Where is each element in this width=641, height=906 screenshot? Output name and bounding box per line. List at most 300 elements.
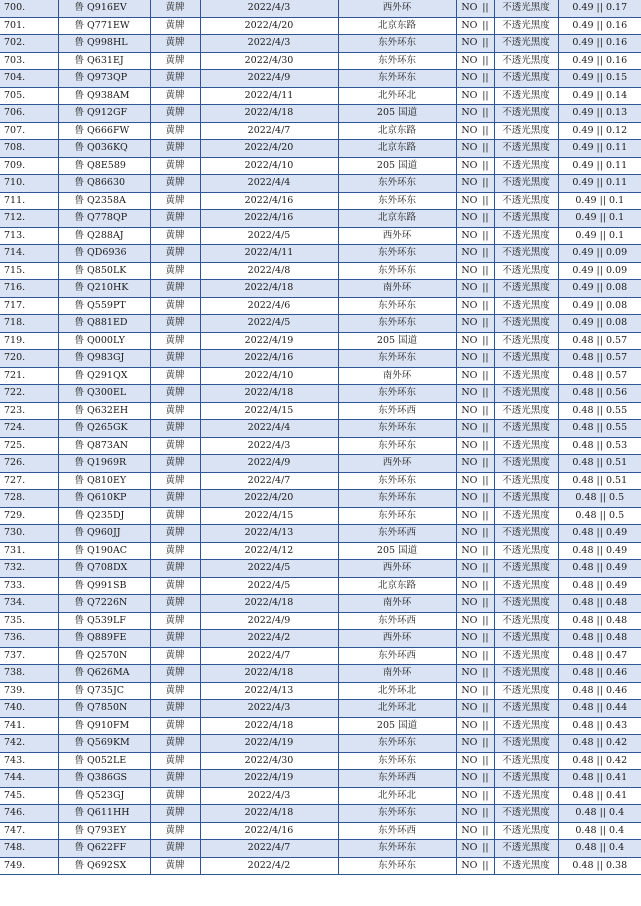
plate-number-cell: 鲁 Q692SX [58,857,150,875]
plate-number-cell: 鲁 Q735JC [58,682,150,700]
test-method-cell: 不透光黑度 [494,332,558,350]
test-method-cell: 不透光黑度 [494,280,558,298]
plate-type-cell: 黄牌 [150,472,200,490]
row-number-cell: 722. [0,385,58,403]
reading-value-1: 0.49 [572,282,594,294]
row-number-cell: 725. [0,437,58,455]
table-row [0,857,641,875]
test-method-cell: 不透光黑度 [494,385,558,403]
double-bar-separator: || [593,859,606,871]
plate-type-cell: 黄牌 [150,140,200,158]
plate-number-cell: 鲁 Q991SB [58,577,150,595]
plate-number-cell: 鲁 Q793EY [58,822,150,840]
double-bar-separator: || [593,107,606,119]
result-value: NO [461,632,478,644]
reading-value-2: 0.44 [605,702,628,714]
double-bar-separator: || [477,212,489,224]
plate-number-cell: 鲁 Q235DJ [58,507,150,525]
double-bar-separator: || [593,527,606,539]
row-number-cell: 731. [0,542,58,560]
reading-value-2: 0.57 [605,369,628,381]
reading-value-2: 0.09 [605,264,628,276]
date-cell: 2022/4/12 [200,542,338,560]
reading-value-1: 0.48 [572,789,594,801]
result-cell [456,140,494,158]
plate-number-cell: 鲁 Q873AN [58,437,150,455]
location-cell: 东外环东 [338,490,456,508]
plate-type-cell: 黄牌 [150,87,200,105]
double-bar-separator: || [477,422,489,434]
result-value: NO [461,404,478,416]
double-bar-separator: || [477,159,489,171]
row-number-cell: 701. [0,17,58,35]
row-number-cell: 746. [0,805,58,823]
table-row [0,507,641,525]
location-cell: 北外环北 [338,787,456,805]
readings-cell [558,262,641,280]
reading-value-2: 0.48 [605,597,628,609]
readings-cell [558,787,641,805]
reading-value-2: 0.08 [605,282,628,294]
reading-value-1: 0.49 [572,37,594,49]
plate-type-cell: 黄牌 [150,262,200,280]
reading-value-2: 0.57 [605,334,628,346]
date-cell: 2022/4/11 [200,245,338,263]
test-method-cell: 不透光黑度 [494,840,558,858]
plate-type-cell: 黄牌 [150,525,200,543]
reading-value-2: 0.55 [605,422,628,434]
location-cell: 东外环东 [338,70,456,88]
plate-type-cell: 黄牌 [150,52,200,70]
table-row [0,665,641,683]
result-value: NO [461,614,478,626]
result-value: NO [461,369,478,381]
result-value: NO [461,859,478,871]
result-cell [456,595,494,613]
plate-type-cell: 黄牌 [150,595,200,613]
plate-number-cell: 鲁 Q778QP [58,210,150,228]
result-value: NO [461,562,478,574]
reading-value-1: 0.49 [572,159,594,171]
double-bar-separator: || [477,824,489,836]
table-row [0,437,641,455]
row-number-cell: 749. [0,857,58,875]
date-cell: 2022/4/9 [200,70,338,88]
double-bar-separator: || [477,72,489,84]
plate-type-cell: 黄牌 [150,665,200,683]
date-cell: 2022/4/13 [200,525,338,543]
plate-number-cell: 鲁 Q998HL [58,35,150,53]
reading-value-2: 0.16 [605,54,628,66]
result-value: NO [461,247,478,259]
plate-type-cell: 黄牌 [150,542,200,560]
result-value: NO [461,422,478,434]
result-value: NO [461,89,478,101]
test-method-cell: 不透光黑度 [494,595,558,613]
table-row [0,822,641,840]
table-row [0,17,641,35]
double-bar-separator: || [477,842,489,854]
readings-cell [558,647,641,665]
table-row [0,402,641,420]
reading-value-1: 0.48 [572,369,594,381]
reading-value-2: 0.41 [605,789,628,801]
result-value: NO [461,142,478,154]
result-cell [456,52,494,70]
plate-type-cell: 黄牌 [150,35,200,53]
plate-number-cell: 鲁 Q86630 [58,175,150,193]
reading-value-1: 0.48 [572,772,594,784]
reading-value-1: 0.49 [572,19,594,31]
table-row [0,700,641,718]
test-method-cell: 不透光黑度 [494,87,558,105]
row-number-cell: 706. [0,105,58,123]
reading-value-1: 0.48 [572,439,594,451]
location-cell: 南外环 [338,595,456,613]
location-cell: 北京东路 [338,140,456,158]
table-row [0,490,641,508]
plate-type-cell: 黄牌 [150,822,200,840]
row-number-cell: 740. [0,700,58,718]
plate-type-cell: 黄牌 [150,735,200,753]
test-method-cell: 不透光黑度 [494,350,558,368]
readings-cell [558,245,641,263]
double-bar-separator: || [477,492,489,504]
double-bar-separator: || [596,807,609,819]
double-bar-separator: || [477,282,489,294]
result-value: NO [461,194,478,206]
plate-type-cell: 黄牌 [150,192,200,210]
test-method-cell: 不透光黑度 [494,490,558,508]
test-method-cell: 不透光黑度 [494,577,558,595]
reading-value-1: 0.48 [575,509,597,521]
date-cell: 2022/4/18 [200,595,338,613]
result-value: NO [461,474,478,486]
location-cell: 西外环 [338,560,456,578]
double-bar-separator: || [477,597,489,609]
reading-value-1: 0.49 [575,229,597,241]
readings-cell [558,560,641,578]
location-cell: 东外环东 [338,297,456,315]
reading-value-2: 0.11 [605,142,628,154]
reading-value-1: 0.49 [575,212,597,224]
double-bar-separator: || [593,789,606,801]
row-number-cell: 747. [0,822,58,840]
date-cell: 2022/4/16 [200,192,338,210]
double-bar-separator: || [593,89,606,101]
plate-number-cell: 鲁 Q626MA [58,665,150,683]
plate-type-cell: 黄牌 [150,402,200,420]
table-row [0,122,641,140]
reading-value-2: 0.1 [609,194,625,206]
date-cell: 2022/4/9 [200,455,338,473]
readings-cell [558,542,641,560]
location-cell: 东外环东 [338,385,456,403]
result-cell [456,157,494,175]
row-number-cell: 726. [0,455,58,473]
table-row [0,315,641,333]
readings-cell [558,52,641,70]
reading-value-2: 0.49 [605,562,628,574]
reading-value-1: 0.48 [572,597,594,609]
double-bar-separator: || [593,177,606,189]
result-cell [456,385,494,403]
location-cell: 205 国道 [338,717,456,735]
row-number-cell: 710. [0,175,58,193]
result-value: NO [461,457,478,469]
plate-number-cell: 鲁 Q300EL [58,385,150,403]
plate-type-cell: 黄牌 [150,0,200,17]
reading-value-1: 0.48 [572,544,594,556]
date-cell: 2022/4/9 [200,612,338,630]
date-cell: 2022/4/5 [200,560,338,578]
table-row [0,210,641,228]
reading-value-1: 0.49 [572,54,594,66]
date-cell: 2022/4/16 [200,350,338,368]
result-cell [456,717,494,735]
table-row [0,717,641,735]
readings-cell [558,612,641,630]
result-cell [456,525,494,543]
location-cell: 北京东路 [338,210,456,228]
result-value: NO [461,842,478,854]
plate-number-cell: 鲁 Q912GF [58,105,150,123]
double-bar-separator: || [593,54,606,66]
date-cell: 2022/4/20 [200,17,338,35]
reading-value-2: 0.49 [605,527,628,539]
date-cell: 2022/4/18 [200,385,338,403]
double-bar-separator: || [477,562,489,574]
result-cell [456,87,494,105]
readings-cell [558,577,641,595]
table-row [0,35,641,53]
plate-number-cell: 鲁 Q1969R [58,455,150,473]
location-cell: 东外环东 [338,52,456,70]
test-method-cell: 不透光黑度 [494,140,558,158]
double-bar-separator: || [593,579,606,591]
plate-type-cell: 黄牌 [150,437,200,455]
table-row [0,175,641,193]
plate-type-cell: 黄牌 [150,70,200,88]
readings-cell [558,507,641,525]
double-bar-separator: || [593,737,606,749]
plate-type-cell: 黄牌 [150,770,200,788]
reading-value-2: 0.16 [605,37,628,49]
location-cell: 西外环 [338,455,456,473]
reading-value-2: 0.42 [605,754,628,766]
table-row [0,52,641,70]
readings-cell [558,210,641,228]
location-cell: 西外环 [338,630,456,648]
readings-cell [558,175,641,193]
readings-cell [558,280,641,298]
reading-value-2: 0.51 [605,457,628,469]
readings-cell [558,105,641,123]
result-cell [456,490,494,508]
row-number-cell: 718. [0,315,58,333]
result-value: NO [461,124,478,136]
double-bar-separator: || [477,142,489,154]
row-number-cell: 742. [0,735,58,753]
plate-type-cell: 黄牌 [150,157,200,175]
reading-value-1: 0.48 [572,527,594,539]
double-bar-separator: || [593,334,606,346]
table-row [0,87,641,105]
reading-value-2: 0.1 [609,212,625,224]
reading-value-1: 0.48 [572,334,594,346]
date-cell: 2022/4/7 [200,472,338,490]
location-cell: 东外环西 [338,822,456,840]
reading-value-1: 0.49 [572,142,594,154]
result-value: NO [461,72,478,84]
row-number-cell: 711. [0,192,58,210]
double-bar-separator: || [477,667,489,679]
readings-cell [558,437,641,455]
result-cell [456,507,494,525]
table-row [0,472,641,490]
reading-value-2: 0.5 [609,492,625,504]
double-bar-separator: || [477,772,489,784]
test-method-cell: 不透光黑度 [494,52,558,70]
double-bar-separator: || [477,439,489,451]
double-bar-separator: || [596,194,609,206]
reading-value-1: 0.49 [572,299,594,311]
test-method-cell: 不透光黑度 [494,735,558,753]
plate-type-cell: 黄牌 [150,787,200,805]
double-bar-separator: || [477,89,489,101]
double-bar-separator: || [593,72,606,84]
table-row [0,612,641,630]
test-method-cell: 不透光黑度 [494,175,558,193]
reading-value-2: 0.12 [605,124,628,136]
plate-number-cell: 鲁 Q7850N [58,700,150,718]
double-bar-separator: || [596,824,609,836]
double-bar-separator: || [593,2,606,14]
plate-number-cell: 鲁 Q288AJ [58,227,150,245]
double-bar-separator: || [477,509,489,521]
row-number-cell: 723. [0,402,58,420]
plate-type-cell: 黄牌 [150,700,200,718]
plate-number-cell: 鲁 QD6936 [58,245,150,263]
readings-cell [558,420,641,438]
reading-value-1: 0.48 [572,474,594,486]
reading-value-1: 0.48 [575,492,597,504]
reading-value-2: 0.4 [609,824,625,836]
table-row [0,157,641,175]
plate-type-cell: 黄牌 [150,280,200,298]
double-bar-separator: || [477,352,489,364]
table-row [0,735,641,753]
reading-value-1: 0.49 [572,247,594,259]
location-cell: 南外环 [338,367,456,385]
plate-type-cell: 黄牌 [150,630,200,648]
result-cell [456,700,494,718]
reading-value-2: 0.11 [605,159,628,171]
reading-value-1: 0.48 [575,842,597,854]
plate-type-cell: 黄牌 [150,507,200,525]
date-cell: 2022/4/8 [200,262,338,280]
plate-type-cell: 黄牌 [150,17,200,35]
row-number-cell: 744. [0,770,58,788]
row-number-cell: 733. [0,577,58,595]
result-value: NO [461,299,478,311]
location-cell: 东外环东 [338,507,456,525]
double-bar-separator: || [593,667,606,679]
location-cell: 东外环西 [338,525,456,543]
test-method-cell: 不透光黑度 [494,647,558,665]
reading-value-1: 0.48 [572,632,594,644]
test-method-cell: 不透光黑度 [494,560,558,578]
result-cell [456,787,494,805]
test-method-cell: 不透光黑度 [494,297,558,315]
double-bar-separator: || [593,719,606,731]
date-cell: 2022/4/16 [200,822,338,840]
plate-number-cell: 鲁 Q881ED [58,315,150,333]
double-bar-separator: || [477,177,489,189]
reading-value-2: 0.4 [609,807,625,819]
reading-value-2: 0.08 [605,299,628,311]
test-method-cell: 不透光黑度 [494,227,558,245]
reading-value-2: 0.09 [605,247,628,259]
result-value: NO [461,597,478,609]
row-number-cell: 708. [0,140,58,158]
result-value: NO [461,649,478,661]
reading-value-1: 0.49 [572,107,594,119]
reading-value-2: 0.5 [609,509,625,521]
result-value: NO [461,282,478,294]
result-value: NO [461,212,478,224]
date-cell: 2022/4/2 [200,630,338,648]
date-cell: 2022/4/4 [200,175,338,193]
date-cell: 2022/4/15 [200,507,338,525]
double-bar-separator: || [596,842,609,854]
result-cell [456,420,494,438]
date-cell: 2022/4/5 [200,577,338,595]
location-cell: 北京东路 [338,122,456,140]
double-bar-separator: || [477,579,489,591]
table-row [0,560,641,578]
double-bar-separator: || [593,614,606,626]
row-number-cell: 724. [0,420,58,438]
plate-number-cell: 鲁 Q569KM [58,735,150,753]
table-row [0,682,641,700]
row-number-cell: 705. [0,87,58,105]
double-bar-separator: || [477,19,489,31]
plate-number-cell: 鲁 Q938AM [58,87,150,105]
test-method-cell: 不透光黑度 [494,245,558,263]
plate-type-cell: 黄牌 [150,560,200,578]
table-row [0,140,641,158]
double-bar-separator: || [593,562,606,574]
double-bar-separator: || [477,194,489,206]
result-value: NO [461,37,478,49]
readings-cell [558,490,641,508]
location-cell: 205 国道 [338,332,456,350]
test-method-cell: 不透光黑度 [494,682,558,700]
reading-value-1: 0.48 [572,387,594,399]
date-cell: 2022/4/19 [200,735,338,753]
reading-value-1: 0.48 [575,824,597,836]
plate-number-cell: 鲁 Q291QX [58,367,150,385]
double-bar-separator: || [477,474,489,486]
plate-number-cell: 鲁 Q771EW [58,17,150,35]
date-cell: 2022/4/19 [200,332,338,350]
result-cell [456,402,494,420]
reading-value-1: 0.48 [572,684,594,696]
result-cell [456,350,494,368]
reading-value-1: 0.49 [572,177,594,189]
result-cell [456,857,494,875]
